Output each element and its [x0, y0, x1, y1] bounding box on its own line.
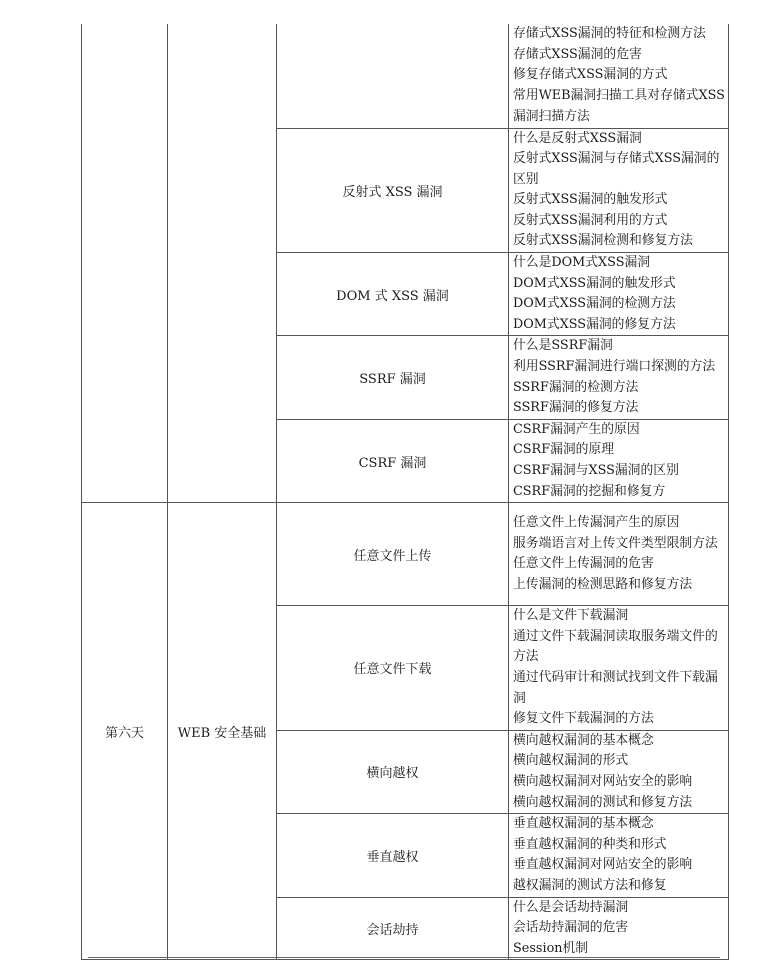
point-item: 什么是文件下载漏洞	[513, 608, 629, 624]
point-item: 通过代码审计和测试找到文件下载漏洞	[513, 669, 718, 706]
point-item: 任意文件上传漏洞产生的原因	[513, 515, 680, 530]
point-item: 存储式XSS漏洞的危害	[513, 46, 642, 62]
points-cell	[509, 253, 729, 336]
point-item: 越权漏洞的测试方法和修复	[513, 877, 667, 893]
points-cell	[509, 814, 729, 897]
point-item: DOM式XSS漏洞的检测方法	[513, 296, 676, 312]
point-item: 什么是反射式XSS漏洞	[513, 130, 642, 146]
topic-cell: 反射式 XSS 漏洞	[277, 128, 509, 253]
course-schedule-table	[81, 24, 729, 960]
point-item: 任意文件上传漏洞的危害	[513, 556, 654, 572]
point-item: 利用SSRF漏洞进行端口探测的方法	[513, 359, 716, 375]
point-item: 常用WEB漏洞扫描工具对存储式XSS漏洞扫描方法	[513, 88, 725, 124]
points-cell	[509, 503, 729, 606]
day-cell-empty	[82, 24, 168, 503]
module-cell-empty	[168, 24, 277, 503]
day-cell: 第六天	[82, 503, 168, 960]
topic-cell: 横向越权	[277, 730, 509, 813]
point-item: SSRF漏洞的检测方法	[513, 379, 639, 395]
topic-cell: CSRF 漏洞	[277, 419, 509, 502]
point-item: 横向越权漏洞的基本概念	[513, 732, 654, 748]
point-item: 存储式XSS漏洞的特征和检测方法	[513, 26, 706, 42]
point-item: 修复文件下载漏洞的方法	[513, 711, 654, 727]
point-item: CSRF漏洞产生的原因	[513, 421, 640, 437]
point-item: 上传漏洞的检测思路和修复方法	[513, 576, 693, 592]
point-item: 什么是DOM式XSS漏洞	[513, 255, 651, 271]
point-item: 横向越权漏洞的测试和修复方法	[513, 794, 693, 810]
point-item: 什么是会话劫持漏洞	[513, 899, 629, 915]
table-row	[82, 503, 729, 606]
point-item: 垂直越权漏洞的基本概念	[513, 816, 654, 832]
points-cell	[509, 606, 729, 731]
point-item: 会话劫持漏洞的危害	[513, 920, 629, 936]
point-item: 反射式XSS漏洞检测和修复方法	[513, 233, 693, 249]
point-item: 什么是SSRF漏洞	[513, 338, 613, 354]
point-item: CSRF漏洞与XSS漏洞的区别	[513, 463, 679, 478]
point-item: 垂直越权漏洞的种类和形式	[513, 836, 667, 852]
points-cell	[509, 24, 729, 128]
topic-cell: SSRF 漏洞	[277, 336, 509, 419]
topic-cell: DOM 式 XSS 漏洞	[277, 253, 509, 336]
topic-cell	[277, 24, 509, 128]
points-cell	[509, 897, 729, 960]
point-item: DOM式XSS漏洞的修复方法	[513, 316, 676, 332]
point-item: 垂直越权漏洞对网站安全的影响	[513, 857, 693, 873]
points-cell	[509, 730, 729, 813]
topic-cell: 任意文件下载	[277, 606, 509, 731]
point-item: 横向越权漏洞的形式	[513, 753, 629, 769]
point-item: 反射式XSS漏洞的触发形式	[513, 192, 668, 208]
points-cell	[509, 128, 729, 253]
point-item: DOM式XSS漏洞的触发形式	[513, 275, 676, 291]
module-cell: WEB 安全基础	[168, 503, 277, 960]
point-item: CSRF漏洞的挖掘和修复方	[513, 483, 666, 499]
point-item: 横向越权漏洞对网站安全的影响	[513, 773, 693, 789]
points-cell	[509, 419, 729, 502]
point-item: 服务端语言对上传文件类型限制方法	[513, 535, 718, 551]
point-item: SSRF漏洞的修复方法	[513, 400, 639, 416]
points-cell	[509, 336, 729, 419]
table-row	[82, 24, 729, 128]
point-item: 反射式XSS漏洞与存储式XSS漏洞的区别	[513, 151, 720, 187]
point-item: 修复存储式XSS漏洞的方式	[513, 67, 668, 83]
point-item: Session机制	[513, 940, 589, 956]
point-item: 反射式XSS漏洞利用的方式	[513, 212, 668, 228]
page-bottom-rule	[88, 957, 720, 958]
topic-cell: 垂直越权	[277, 814, 509, 897]
point-item: CSRF漏洞的原理	[513, 442, 615, 458]
topic-cell: 任意文件上传	[277, 503, 509, 606]
point-item: 通过文件下载漏洞读取服务端文件的方法	[513, 628, 718, 665]
topic-cell: 会话劫持	[277, 897, 509, 960]
